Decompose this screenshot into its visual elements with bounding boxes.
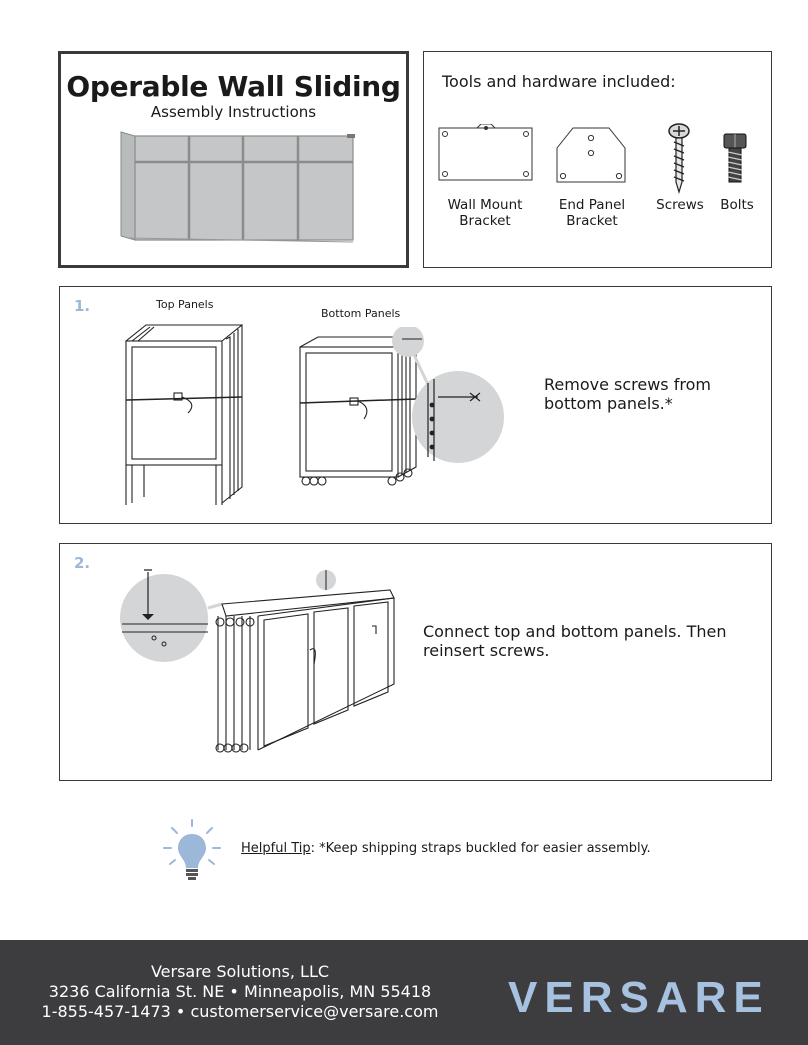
tools-panel <box>423 51 772 268</box>
magnify-small-circle <box>392 327 424 357</box>
tool-label-end-panel: End Panel Bracket <box>558 197 626 229</box>
footer <box>0 940 808 1045</box>
page-subtitle: Assembly Instructions <box>150 103 317 121</box>
helpful-tip-label: Helpful Tip <box>241 841 311 856</box>
tool-label-wall-mount: Wall Mount Bracket <box>447 197 523 229</box>
bolt-icon <box>721 132 749 184</box>
versare-logo: VERSARE <box>508 973 770 1022</box>
lightbulb-icon <box>162 818 222 882</box>
step-1-panel <box>59 286 772 524</box>
end-panel-bracket-icon <box>555 126 627 184</box>
top-panels-caption: Top Panels <box>156 298 214 311</box>
tool-label-screws: Screws <box>656 197 704 213</box>
step-1-number: 1. <box>74 297 91 315</box>
magnify-large-circle <box>412 371 504 463</box>
company-contact: 1-855-457-1473 • customerservice@versare.com <box>41 1002 439 1021</box>
tools-heading: Tools and hardware included: <box>442 72 676 91</box>
tool-label-bolts: Bolts <box>720 197 754 213</box>
wall-product-image <box>117 128 357 248</box>
step-2-instruction: Connect top and bottom panels. Then reinsert screws. <box>423 622 727 660</box>
step-1-instruction: Remove screws from bottom panels.* <box>544 375 711 413</box>
step-2-number: 2. <box>74 554 91 572</box>
company-name: Versare Solutions, LLC <box>150 962 330 981</box>
bottom-panels-caption: Bottom Panels <box>321 307 401 320</box>
helpful-tip-text: : *Keep shipping straps buckled for easier assembly. <box>310 841 651 856</box>
page-title: Operable Wall Sliding <box>66 70 401 103</box>
helpful-tip <box>241 841 651 856</box>
connect-panels-illustration <box>118 564 418 764</box>
footer-contact-block <box>40 962 440 1022</box>
screw-icon <box>666 122 692 194</box>
title-panel <box>58 51 409 268</box>
top-panels-illustration <box>118 317 253 507</box>
bottom-panels-illustration <box>292 327 512 517</box>
company-address: 3236 California St. NE • Minneapolis, MN 55418 <box>48 982 432 1001</box>
detail-circle <box>120 574 208 662</box>
wall-mount-bracket-icon <box>437 124 535 184</box>
step-2-panel <box>59 543 772 781</box>
